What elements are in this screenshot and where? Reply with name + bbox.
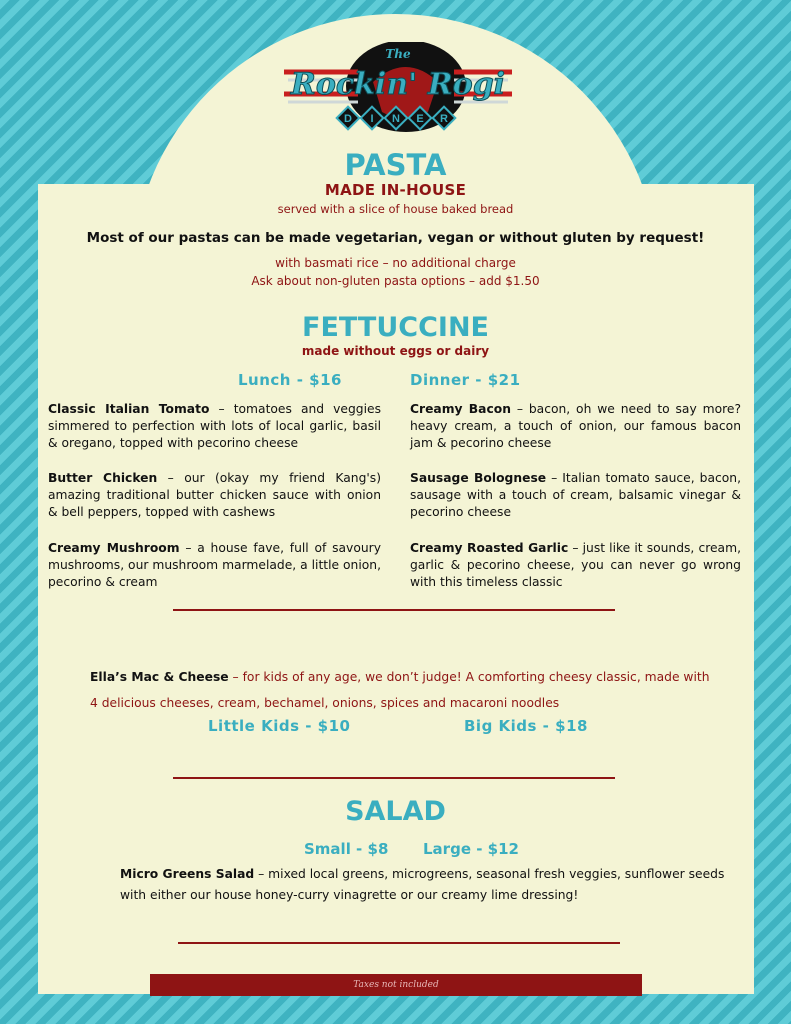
gluten-note: Ask about non-gluten pasta options – add $1.50 bbox=[251, 274, 540, 288]
divider bbox=[173, 609, 615, 611]
logo-name: Rockin' Rogi bbox=[290, 67, 506, 102]
rice-note: with basmati rice – no additional charge bbox=[275, 256, 516, 270]
mac-and-cheese-item bbox=[90, 664, 710, 716]
menu-item-name: Ella’s Mac & Cheese bbox=[90, 670, 229, 684]
menu-item bbox=[410, 401, 741, 452]
menu-item-name: Creamy Roasted Garlic bbox=[410, 541, 569, 555]
fettuccine-subtitle: made without eggs or dairy bbox=[301, 344, 490, 358]
menu-item bbox=[410, 540, 741, 591]
divider bbox=[173, 777, 615, 779]
logo-diner-letter: E bbox=[416, 113, 424, 125]
dinner-price: Dinner - $21 bbox=[410, 371, 521, 389]
large-salad-price: Large - $12 bbox=[423, 840, 519, 858]
menu-item-desc: – a house fave, full of savoury mushrooms, our mushroom marmelade, a little onion, pecorino & cream bbox=[48, 541, 381, 589]
divider bbox=[178, 942, 620, 944]
logo-diner-letter: I bbox=[370, 113, 374, 125]
menu-item-desc: – just like it sounds, cream, garlic & pecorino cheese, you can never go wrong with this timeless classic bbox=[410, 541, 741, 589]
menu-item bbox=[410, 470, 741, 521]
menu-item-desc: – for kids of any age, we don’t judge! A comforting cheesy classic, made with 4 delicious cheeses, cream, bechamel, onions, spices and macaroni noodles bbox=[90, 670, 710, 710]
rockin-rogi-diner-logo bbox=[278, 42, 518, 138]
menu-item-desc: – bacon, oh we need to say more? heavy cream, a touch of onion, our famous bacon jam & pecorino cheese bbox=[410, 402, 741, 450]
little-kids-price: Little Kids - $10 bbox=[208, 717, 351, 735]
menu-item bbox=[48, 540, 381, 591]
footer-taxes-note: Taxes not included bbox=[150, 974, 642, 996]
menu-item bbox=[48, 401, 381, 452]
served-note: served with a slice of house baked bread bbox=[277, 202, 514, 216]
menu-item-name: Sausage Bolognese bbox=[410, 471, 547, 485]
dietary-note: Most of our pastas can be made vegetarian, vegan or without gluten by request! bbox=[86, 230, 705, 246]
menu-item-name: Creamy Mushroom bbox=[48, 541, 180, 555]
menu-item-desc: – tomatoes and veggies simmered to perfection with lots of local garlic, basil & oregano, topped with pecorino cheese bbox=[48, 402, 381, 450]
logo-the: The bbox=[385, 47, 411, 61]
menu-item-name: Butter Chicken bbox=[48, 471, 158, 485]
menu-item-name: Classic Italian Tomato bbox=[48, 402, 210, 416]
small-salad-price: Small - $8 bbox=[304, 840, 389, 858]
menu-item-name: Micro Greens Salad bbox=[120, 867, 255, 881]
section-title-salad: SALAD bbox=[345, 796, 446, 827]
menu-item-desc: – our (okay my friend Kang's) amazing traditional butter chicken sauce with onion & bell peppers, topped with cashews bbox=[48, 471, 381, 519]
section-title-fettuccine: FETTUCCINE bbox=[302, 312, 489, 343]
logo-diner-letter: R bbox=[440, 113, 448, 125]
menu-item bbox=[48, 470, 381, 521]
menu-item-name: Creamy Bacon bbox=[410, 402, 511, 416]
big-kids-price: Big Kids - $18 bbox=[464, 717, 588, 735]
menu-item-desc: – Italian tomato sauce, bacon, sausage with a touch of cream, balsamic vinegar & pecorino cheese bbox=[410, 471, 741, 519]
menu-item bbox=[120, 864, 730, 906]
logo-diner-letter: D bbox=[344, 113, 352, 125]
lunch-price: Lunch - $16 bbox=[238, 371, 342, 389]
section-title-pasta: PASTA bbox=[344, 148, 447, 182]
pasta-subtitle: MADE IN-HOUSE bbox=[324, 181, 467, 199]
menu-item-desc: – mixed local greens, microgreens, seasonal fresh veggies, sunflower seeds with either our house honey-curry vinagrette or our creamy lime dressing! bbox=[120, 867, 725, 902]
logo-diner-letter: N bbox=[392, 113, 400, 125]
